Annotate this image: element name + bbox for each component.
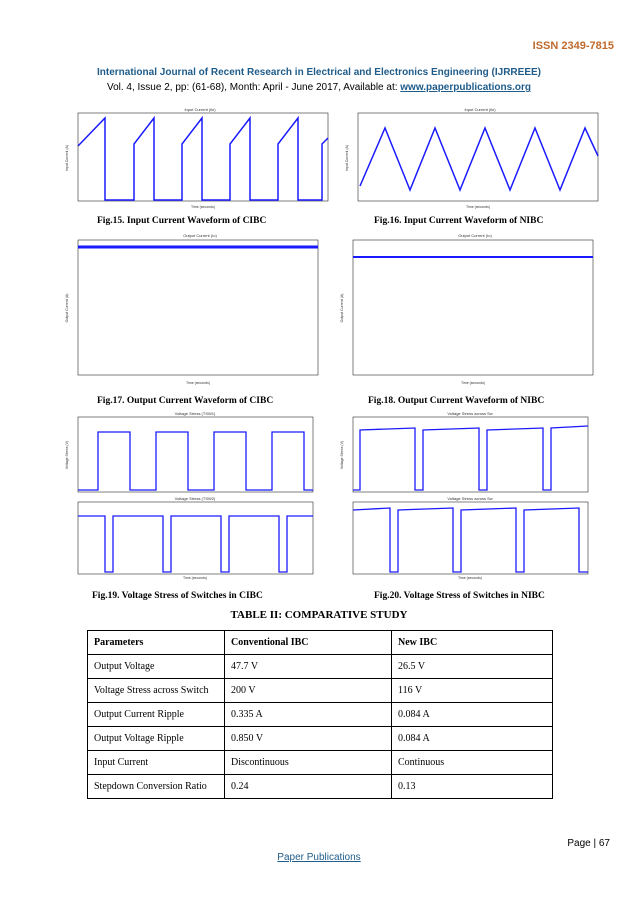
fig18-title: Output Current (Io) xyxy=(458,233,492,238)
table-cell: 0.335 A xyxy=(225,703,392,727)
fig20-title-bottom: Voltage Stress across Sw xyxy=(447,496,493,501)
fig15-plot xyxy=(60,106,335,211)
website-link[interactable]: www.paperpublications.org xyxy=(400,82,532,93)
fig16-title: Input Current (lin) xyxy=(464,107,496,112)
fig19-xlabel: Time (seconds) xyxy=(183,576,207,580)
table-header-row xyxy=(88,631,553,655)
table-cell: Output Current Ripple xyxy=(88,703,225,727)
table-cell: 0.084 A xyxy=(392,703,553,727)
table-row xyxy=(88,751,553,775)
table-cell: 0.24 xyxy=(225,775,392,799)
fig20-title-top: Voltage Stress across Sw xyxy=(447,411,493,416)
table-cell: Discontinuous xyxy=(225,751,392,775)
table-row xyxy=(88,775,553,799)
fig18-ylabel: Output Current (A) xyxy=(340,293,344,323)
table-cell: 26.5 V xyxy=(392,655,553,679)
table-row xyxy=(88,727,553,751)
table-title: TABLE II: COMPARATIVE STUDY xyxy=(230,609,408,621)
fig16-ylabel: Input Current (A) xyxy=(345,144,349,172)
fig19-ylabel: Voltage Stress (V) xyxy=(65,440,69,470)
table-header: Conventional IBC xyxy=(225,631,392,655)
fig17-caption: Fig.17. Output Current Waveform of CIBC xyxy=(97,396,274,406)
table-cell: Output Voltage Ripple xyxy=(88,727,225,751)
table-cell: 0.850 V xyxy=(225,727,392,751)
table-cell: 200 V xyxy=(225,679,392,703)
fig15-title: Input Current (lin) xyxy=(184,107,216,112)
table-header: Parameters xyxy=(88,631,225,655)
table-cell: Continuous xyxy=(392,751,553,775)
table-cell: 0.084 A xyxy=(392,727,553,751)
table-cell: Voltage Stress across Switch xyxy=(88,679,225,703)
fig17-ylabel: Output Current (A) xyxy=(65,293,69,323)
fig17-title: Output Current (Io) xyxy=(183,233,217,238)
comparative-table xyxy=(87,630,553,799)
fig16-caption: Fig.16. Input Current Waveform of NIBC xyxy=(374,216,544,226)
table-row xyxy=(88,655,553,679)
fig20-ylabel: Voltage Stress (V) xyxy=(340,440,344,470)
issn-label: ISSN 2349-7815 xyxy=(532,40,614,52)
table-row xyxy=(88,679,553,703)
fig18-plot xyxy=(335,232,600,387)
volume-text: Vol. 4, Issue 2, pp: (61-68), Month: April - June 2017, Available at: xyxy=(106,82,401,93)
volume-info xyxy=(0,82,638,93)
publisher-link[interactable]: Paper Publications xyxy=(277,852,361,863)
table-cell: 47.7 V xyxy=(225,655,392,679)
fig19-plot xyxy=(60,410,320,580)
fig15-caption: Fig.15. Input Current Waveform of CIBC xyxy=(97,216,267,226)
table-cell: 116 V xyxy=(392,679,553,703)
fig15-xlabel: Time (seconds) xyxy=(191,205,215,209)
table-cell: Stepdown Conversion Ratio xyxy=(88,775,225,799)
table-row xyxy=(88,703,553,727)
fig19-caption: Fig.19. Voltage Stress of Switches in CIBC xyxy=(92,591,263,601)
fig18-caption: Fig.18. Output Current Waveform of NIBC xyxy=(368,396,545,406)
table-cell: 0.13 xyxy=(392,775,553,799)
fig18-xlabel: Time (seconds) xyxy=(461,381,485,385)
table-header: New IBC xyxy=(392,631,553,655)
journal-title: International Journal of Recent Research in Electrical and Electronics Engineering (IJRREEE) xyxy=(96,67,541,78)
fig20-plot xyxy=(335,410,595,580)
fig17-plot xyxy=(60,232,325,387)
fig19-title-top: Voltage Stress (TSW1) xyxy=(174,411,216,416)
fig19-title-bottom: Voltage Stress (TSW2) xyxy=(174,496,216,501)
table-cell: Input Current xyxy=(88,751,225,775)
fig17-xlabel: Time (seconds) xyxy=(186,381,210,385)
page-number: Page | 67 xyxy=(567,838,610,849)
fig15-ylabel: Input Current (A) xyxy=(65,144,69,172)
table-cell: Output Voltage xyxy=(88,655,225,679)
fig20-caption: Fig.20. Voltage Stress of Switches in NIBC xyxy=(374,591,545,601)
fig16-xlabel: Time (seconds) xyxy=(466,205,490,209)
fig16-plot xyxy=(340,106,605,211)
fig20-xlabel: Time (seconds) xyxy=(458,576,482,580)
